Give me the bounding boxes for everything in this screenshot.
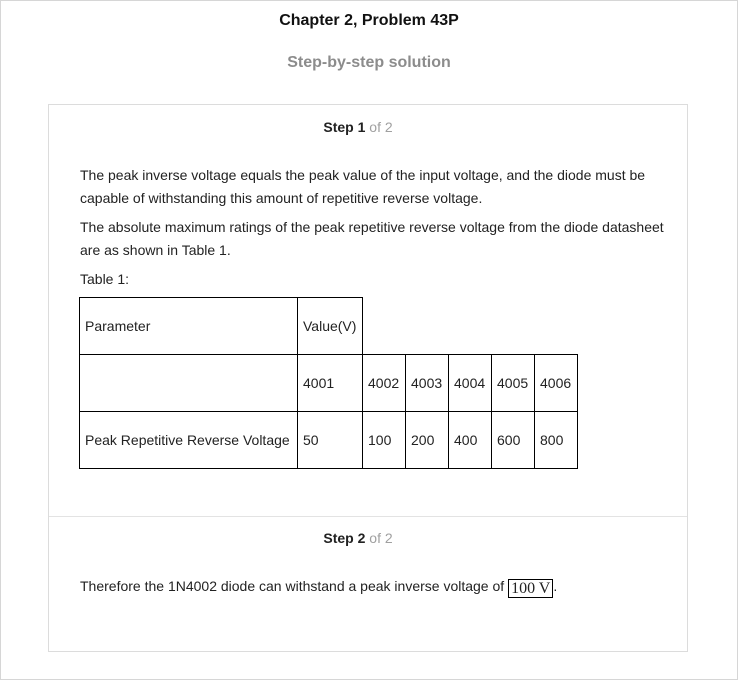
- table-cell: [79, 354, 298, 412]
- table-cell: 4004: [448, 354, 492, 412]
- table-cell: 400: [448, 411, 492, 469]
- solution-subtitle: Step-by-step solution: [287, 54, 451, 71]
- step-1-header: [49, 119, 667, 135]
- table-cell: 600: [491, 411, 535, 469]
- step-1-of-total: of 2: [369, 119, 393, 135]
- chapter-title: Chapter 2, Problem 43P: [279, 12, 459, 29]
- table-cell: 200: [405, 411, 449, 469]
- step-1-paragraph-1: The peak inverse voltage equals the peak value of the input voltage, and the diode must be capable of withstanding this amount of repetitive reverse voltage.: [80, 167, 646, 206]
- conclusion-period: .: [553, 578, 558, 594]
- step-1-number: 1: [357, 119, 366, 135]
- table-header-parameter: Parameter: [79, 297, 298, 355]
- step-1-word: Step: [323, 119, 354, 135]
- boxed-answer: 100 V: [508, 579, 553, 598]
- step-1-paragraph-2: The absolute maximum ratings of the peak repetitive reverse voltage from the diode datasheet are as shown in Table 1.: [80, 219, 664, 258]
- table-cell: 4001: [297, 354, 363, 412]
- step-2-word: Step: [323, 530, 354, 546]
- table-cell: 4005: [491, 354, 535, 412]
- table-cell: 4002: [362, 354, 406, 412]
- table-cell: 50: [297, 411, 363, 469]
- step-2-number: 2: [357, 530, 366, 546]
- table-cell: 100: [362, 411, 406, 469]
- table-cell: 800: [534, 411, 578, 469]
- step-2-of-total: of 2: [369, 530, 393, 546]
- step-2-header: [49, 530, 667, 546]
- table-cell: 4006: [534, 354, 578, 412]
- step-divider: [49, 516, 687, 517]
- table-caption: Table 1:: [80, 271, 130, 287]
- step-2-conclusion: [80, 575, 670, 598]
- table-header-value: Value(V): [297, 297, 363, 355]
- table-cell: 4003: [405, 354, 449, 412]
- table-cell: Peak Repetitive Reverse Voltage: [79, 411, 298, 469]
- conclusion-text: Therefore the 1N4002 diode can withstand a peak inverse voltage of: [80, 578, 505, 594]
